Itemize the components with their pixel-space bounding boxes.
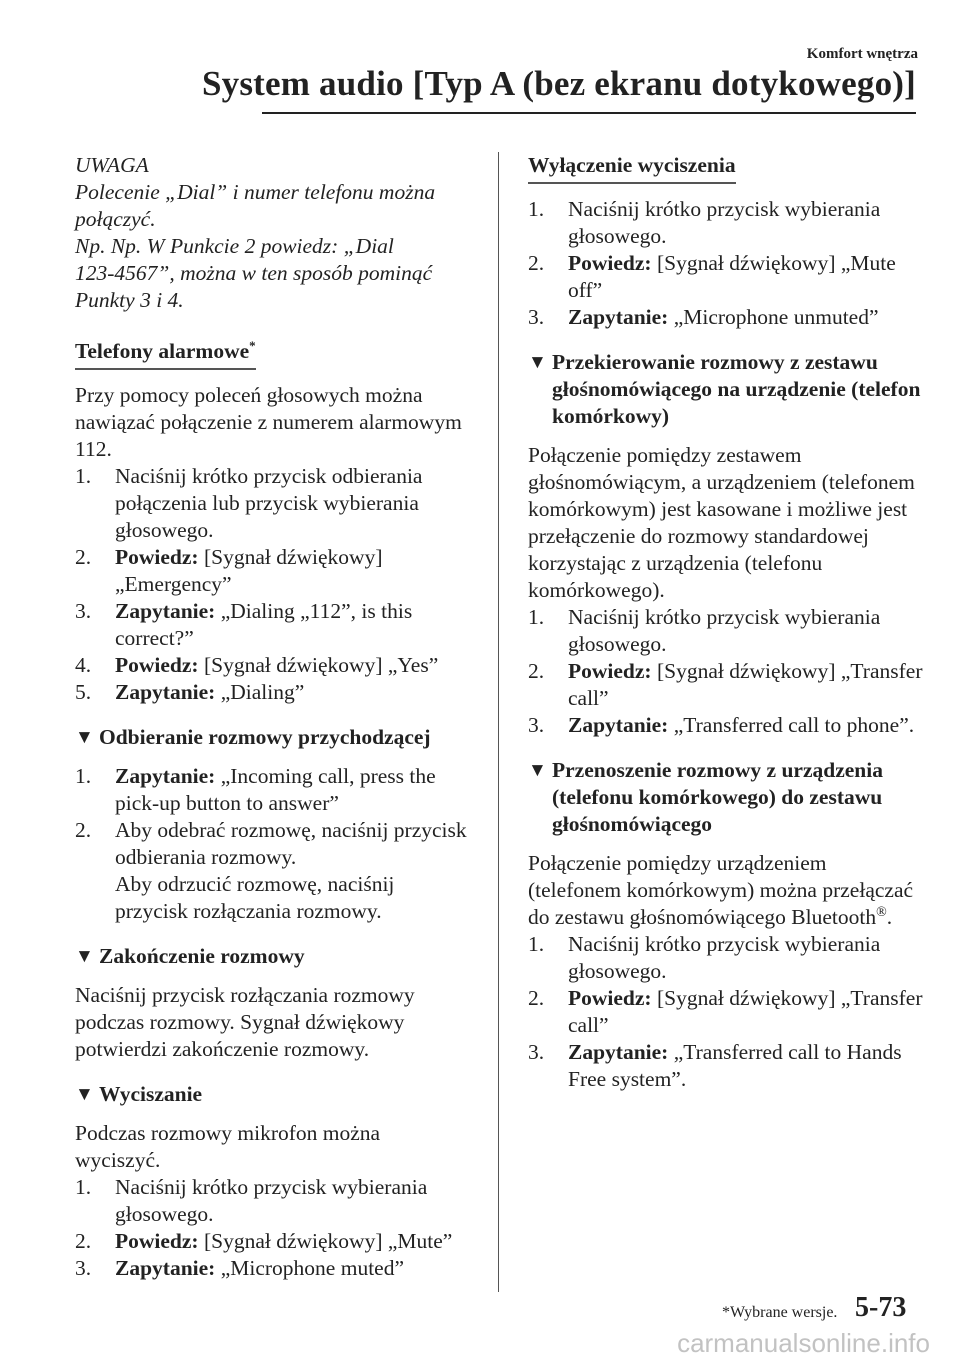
step-keyword: Zapytanie: [568, 713, 669, 737]
heading-to-handsfree [528, 757, 923, 838]
list-item [75, 1174, 470, 1228]
step-number: 3. [75, 1256, 92, 1281]
to-handsfree-intro-text: Połączenie pomiędzy urządzeniem (telefonem komórkowym) można przełączać do zestawu głośnomówiącego Bluetooth [528, 851, 914, 929]
step-number: 3. [528, 1040, 545, 1064]
step-number: 2. [75, 545, 92, 570]
mute-intro: Podczas rozmowy mikrofon można wyciszyć. [75, 1121, 381, 1173]
step-keyword: Powiedz: [115, 653, 199, 678]
list-item [75, 463, 470, 544]
list-item [528, 304, 923, 331]
right-column [528, 152, 923, 1093]
heading-to-phone-text: Przekierowanie rozmowy z zestawu głośnomówiącego na urządzenie (telefon komórkowy) [552, 350, 921, 428]
list-item [528, 712, 923, 739]
section-label: Komfort wnętrza [806, 46, 918, 62]
to-handsfree-intro [528, 850, 923, 931]
list-item [75, 652, 470, 679]
note-line: Np. Np. W Punkcie 2 powiedz: „Dial [75, 234, 394, 258]
heading-unmute: Wyłączenie wyciszenia [528, 152, 736, 184]
note-label: UWAGA [75, 153, 149, 177]
step-text: [Sygnał dźwiękowy] „Mute off” [568, 251, 896, 302]
triangle-down-icon: ▼ [528, 352, 547, 373]
to-handsfree-steps [528, 931, 923, 1093]
note-line: 123-4567”, można w ten sposób pominąć [75, 261, 433, 285]
list-item [75, 817, 470, 925]
list-item [528, 250, 923, 304]
triangle-down-icon: ▼ [75, 1084, 94, 1106]
step-number: 3. [75, 599, 92, 624]
step-text: „Transferred call to phone”. [668, 713, 915, 737]
emergency-steps [75, 463, 470, 706]
heading-incoming [75, 724, 470, 751]
list-item [528, 985, 923, 1039]
list-item [75, 1228, 470, 1255]
step-number: 5. [75, 680, 92, 705]
list-item [75, 544, 470, 598]
step-number: 2. [528, 986, 545, 1010]
note-line: Punkty 3 i 4. [75, 288, 184, 312]
list-item [528, 658, 923, 712]
step-keyword: Zapytanie: [568, 1040, 669, 1064]
list-item [75, 679, 470, 706]
step-number: 1. [528, 197, 545, 221]
step-text: [Sygnał dźwiękowy] „Transfer call” [568, 986, 923, 1037]
list-item [75, 1255, 470, 1282]
step-number: 1. [75, 764, 92, 789]
note-block [75, 152, 470, 314]
incoming-steps [75, 763, 470, 925]
list-item [75, 763, 470, 817]
step-text: Naciśnij krótko przycisk wybierania głosowego. [568, 932, 881, 983]
step-text: [Sygnał dźwiękowy] „Mute” [198, 1229, 453, 1254]
step-text: [Sygnał dźwiękowy] „Transfer call” [568, 659, 923, 710]
step-text: „Microphone unmuted” [668, 305, 879, 329]
to-phone-intro: Połączenie pomiędzy zestawem głośnomówiącym, a urządzeniem (telefonem komórkowym) jest kasowane i możliwe jest przełączenie do rozmowy standardowej korzystając z urządzenia (telefonu komórkowego). [528, 443, 915, 602]
heading-incoming-text: Odbieranie rozmowy przychodzącej [99, 725, 431, 750]
step-number: 2. [75, 1229, 92, 1254]
asterisk-mark: * [249, 338, 256, 353]
header-rule [262, 112, 916, 114]
step-text: „Microphone muted” [215, 1256, 405, 1281]
footnote: *Wybrane wersje. [722, 1304, 838, 1321]
emergency-intro: Przy pomocy poleceń głosowych można nawiązać połączenie z numerem alarmowym 112. [75, 383, 462, 462]
step-keyword: Zapytanie: [568, 305, 669, 329]
to-handsfree-intro-end: . [886, 905, 893, 929]
step-number: 1. [528, 932, 545, 956]
note-line: Polecenie „Dial” i numer telefonu można [75, 180, 436, 204]
to-phone-steps [528, 604, 923, 739]
step-keyword: Zapytanie: [115, 599, 216, 624]
heading-end-call [75, 943, 470, 970]
heading-end-call-text: Zakończenie rozmowy [99, 944, 305, 969]
step-number: 2. [528, 659, 545, 683]
step-text: Aby odebrać rozmowę, naciśnij przycisk odbierania rozmowy. [115, 818, 467, 870]
step-keyword: Zapytanie: [115, 1256, 216, 1281]
step-keyword: Zapytanie: [115, 680, 216, 705]
step-text: Naciśnij krótko przycisk wybierania głosowego. [115, 1175, 428, 1227]
registered-mark: ® [876, 904, 887, 920]
step-text: [Sygnał dźwiękowy] „Emergency” [115, 545, 383, 597]
triangle-down-icon: ▼ [75, 946, 94, 968]
step-number: 3. [528, 305, 545, 329]
step-keyword: Powiedz: [115, 545, 199, 570]
heading-emergency-text: Telefony alarmowe [75, 339, 250, 364]
list-item [528, 196, 923, 250]
step-text: „Dialing” [215, 680, 305, 705]
heading-mute-text: Wyciszanie [99, 1082, 203, 1107]
step-text: Naciśnij krótko przycisk wybierania głosowego. [568, 605, 881, 656]
end-call-text: Naciśnij przycisk rozłączania rozmowy podczas rozmowy. Sygnał dźwiękowy potwierdzi zakończenie rozmowy. [75, 983, 415, 1062]
step-keyword: Powiedz: [115, 1229, 199, 1254]
left-column [75, 152, 470, 1282]
mute-steps [75, 1174, 470, 1282]
step-text: „Dialing „112”, is this correct?” [115, 599, 413, 651]
step-text: „Transferred call to Hands Free system”. [568, 1040, 902, 1091]
step-keyword: Powiedz: [568, 986, 652, 1010]
step-extra-text: Aby odrzucić rozmowę, naciśnij przycisk rozłączania rozmowy. [115, 872, 395, 924]
step-keyword: Zapytanie: [115, 764, 216, 789]
step-number: 2. [528, 251, 545, 275]
step-number: 3. [528, 713, 545, 737]
list-item [528, 931, 923, 985]
step-number: 1. [75, 1175, 92, 1200]
column-divider [498, 152, 499, 1292]
step-keyword: Powiedz: [568, 659, 652, 683]
note-line: połączyć. [75, 207, 156, 231]
heading-to-handsfree-text: Przenoszenie rozmowy z urządzenia (telefonu komórkowego) do zestawu głośnomówiącego [552, 758, 883, 836]
unmute-steps [528, 196, 923, 331]
list-item [528, 604, 923, 658]
step-text: Naciśnij krótko przycisk wybierania głosowego. [568, 197, 881, 248]
list-item [75, 598, 470, 652]
step-number: 1. [75, 464, 92, 489]
list-item [528, 1039, 923, 1093]
heading-to-phone [528, 349, 923, 430]
step-text: [Sygnał dźwiękowy] „Yes” [198, 653, 439, 678]
triangle-down-icon: ▼ [528, 760, 547, 781]
page-number: 5-73 [855, 1292, 907, 1323]
step-number: 2. [75, 818, 92, 843]
step-number: 1. [528, 605, 545, 629]
step-number: 4. [75, 653, 92, 678]
step-keyword: Powiedz: [568, 251, 652, 275]
triangle-down-icon: ▼ [75, 727, 94, 749]
step-text: „Incoming call, press the pick-up button to answer” [115, 764, 436, 816]
page-title: System audio [Typ A (bez ekranu dotykowego)] [201, 64, 916, 103]
step-text: Naciśnij krótko przycisk odbierania połączenia lub przycisk wybierania głosowego. [115, 464, 423, 543]
heading-mute [75, 1081, 470, 1108]
watermark: carmanualsonline.info [677, 1328, 930, 1358]
heading-emergency [75, 332, 256, 370]
